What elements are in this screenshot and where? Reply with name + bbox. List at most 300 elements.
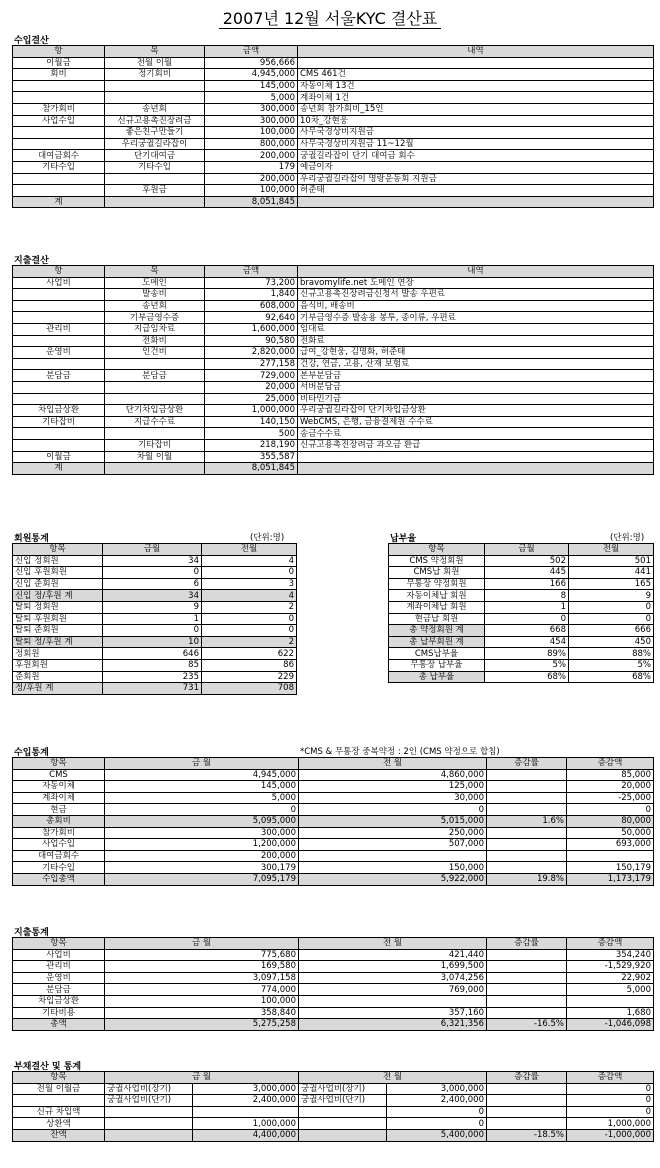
column-header: 금 월 (105, 938, 299, 950)
table-cell (487, 961, 567, 973)
table-cell: 30,000 (299, 792, 487, 804)
table-cell: 0 (567, 1095, 654, 1107)
table-cell (13, 300, 105, 312)
header-row (13, 46, 654, 58)
table-cell: 100,000 (105, 995, 299, 1007)
table-cell (299, 1118, 387, 1130)
total-cell (298, 463, 654, 475)
table-cell: 68% (569, 671, 654, 683)
table-cell: 1 (485, 601, 569, 613)
table-cell (487, 792, 567, 804)
table-row (13, 873, 654, 885)
total-cell: 계 (13, 463, 105, 475)
table-row (13, 173, 654, 185)
table-cell: 수입총액 (13, 873, 105, 885)
table-cell: 1,840 (205, 289, 298, 301)
table-cell: 탈퇴 준회원 (13, 625, 103, 637)
table-cell: 신규고용촉진장려금신청서 발송 우편료 (298, 289, 654, 301)
table-cell: 0 (387, 1106, 487, 1118)
income-stats-table (12, 757, 654, 886)
table-cell: 1,173,179 (567, 873, 654, 885)
table-cell (105, 1129, 193, 1141)
income-stats-note: *CMS & 무통장 중복약정 : 2인 (CMS 약정으로 합침) (300, 747, 500, 757)
table-cell: 계좌이체납 회원 (389, 601, 485, 613)
table-row (13, 567, 297, 579)
table-row (13, 1083, 654, 1095)
table-row (389, 613, 654, 625)
table-cell: 0 (567, 804, 654, 816)
table-row (13, 370, 654, 382)
table-cell: 250,000 (299, 827, 487, 839)
table-cell: 68% (485, 671, 569, 683)
table-cell: 501 (569, 555, 654, 567)
page-title: 2007년 12월 서울KYC 결산표 (0, 6, 660, 29)
table-cell: 기부금영수증 (105, 312, 205, 324)
table-row (13, 57, 654, 69)
total-cell (105, 196, 205, 208)
table-row (13, 416, 654, 428)
table-cell: 0 (202, 567, 297, 579)
table-cell: 20,000 (567, 781, 654, 793)
table-cell: 신규고용촉진장려금 과오금 환급 (298, 439, 654, 451)
table-cell: 계좌이체 1건 (298, 92, 654, 104)
table-cell (299, 1129, 387, 1141)
table-row (13, 995, 654, 1007)
table-row (389, 625, 654, 637)
table-row (13, 358, 654, 370)
table-cell: 현금 (13, 804, 105, 816)
table-row (13, 115, 654, 127)
table-row (13, 601, 297, 613)
table-cell: 5% (485, 659, 569, 671)
table-cell: 신규 차입액 (13, 1106, 105, 1118)
table-cell (13, 428, 105, 440)
table-row (13, 1095, 654, 1107)
table-cell: 전화료 (298, 335, 654, 347)
total-cell: 8,051,845 (205, 196, 298, 208)
table-cell: 차입금상환 (13, 405, 105, 417)
table-cell: 7,095,179 (105, 873, 299, 885)
table-cell: 신입 준회원 (13, 578, 103, 590)
table-cell: CMS (13, 769, 105, 781)
column-header: 증감액 (567, 1072, 654, 1084)
table-cell: 신입 정/후원 계 (13, 590, 103, 602)
table-cell: 0 (103, 567, 202, 579)
table-cell (487, 827, 567, 839)
column-header: 전 월 (299, 938, 487, 950)
table-row (13, 161, 654, 173)
members-table (12, 543, 297, 695)
table-cell: 우리궁궐길라잡이 단기차입금상환 (298, 405, 654, 417)
table-cell (13, 358, 105, 370)
table-row (13, 555, 297, 567)
table-cell: 분담금 (13, 370, 105, 382)
table-row (13, 393, 654, 405)
column-header: 증감률 (487, 1072, 567, 1084)
table-cell: 5% (569, 659, 654, 671)
table-cell: 정회원 (13, 648, 103, 660)
table-cell (13, 335, 105, 347)
table-cell: 사무국경상비지원금 (298, 127, 654, 139)
table-cell: CMS 약정회원 (389, 555, 485, 567)
table-cell: 전월 이월 (105, 57, 205, 69)
column-header: 증감률 (487, 938, 567, 950)
table-cell: 0 (569, 613, 654, 625)
column-header: 항목 (13, 938, 105, 950)
column-header: 금액 (205, 46, 298, 58)
table-cell: 좋은친구만들기 (105, 127, 205, 139)
table-cell: 궁궐사업비(단기) (299, 1095, 387, 1107)
table-cell: 총액 (13, 1019, 105, 1031)
table-cell: 분담금 (105, 370, 205, 382)
table-cell: 우리궁궐길라잡이 명랑운동회 지원금 (298, 173, 654, 185)
table-cell: 5,000 (205, 92, 298, 104)
table-row (13, 103, 654, 115)
table-row (13, 683, 297, 695)
table-cell (13, 138, 105, 150)
table-cell: CMS납 회원 (389, 567, 485, 579)
table-cell: 1,200,000 (105, 839, 299, 851)
table-cell: 80,000 (567, 815, 654, 827)
table-cell: -25,000 (567, 792, 654, 804)
table-cell: 기타잡비 (13, 416, 105, 428)
total-cell (298, 196, 654, 208)
table-cell: 무통장 약정회원 (389, 578, 485, 590)
table-cell: 85 (103, 659, 202, 671)
table-cell: 125,000 (299, 781, 487, 793)
table-cell: 3,097,158 (105, 972, 299, 984)
table-cell: 총 납부회원 계 (389, 636, 485, 648)
table-cell (13, 393, 105, 405)
table-row (389, 601, 654, 613)
table-cell: 4,400,000 (193, 1129, 299, 1141)
table-cell (487, 995, 567, 1007)
table-cell: 92,640 (205, 312, 298, 324)
table-cell: 단기대여금 (105, 150, 205, 162)
table-cell: 1,000,000 (193, 1118, 299, 1130)
table-cell: 300,000 (205, 103, 298, 115)
table-cell (487, 839, 567, 851)
table-row (13, 185, 654, 197)
table-cell (487, 862, 567, 874)
table-cell: 기타수입 (105, 161, 205, 173)
table-cell: 송년회 참가회비_15인 (298, 103, 654, 115)
table-cell: 3,074,256 (299, 972, 487, 984)
table-cell: -1,000,000 (567, 1129, 654, 1141)
table-row (13, 381, 654, 393)
column-header: 전 월 (299, 1072, 487, 1084)
table-cell: 자동이체 13건 (298, 80, 654, 92)
table-cell (487, 1118, 567, 1130)
table-cell: 자동이체 (13, 781, 105, 793)
debt-table (12, 1071, 654, 1142)
column-header: 목 (105, 266, 205, 278)
header-row (13, 544, 297, 556)
table-cell: 354,240 (567, 949, 654, 961)
table-cell: 731 (103, 683, 202, 695)
table-cell: 277,158 (205, 358, 298, 370)
table-cell: 신입 후원회원 (13, 567, 103, 579)
table-row (13, 335, 654, 347)
table-row (13, 792, 654, 804)
table-cell: 준회원 (13, 671, 103, 683)
table-cell: 4,860,000 (299, 769, 487, 781)
table-cell: 200,000 (205, 150, 298, 162)
table-cell: 0 (387, 1118, 487, 1130)
column-header: 금월 (485, 544, 569, 556)
table-cell: 150,179 (567, 862, 654, 874)
table-row (13, 127, 654, 139)
table-cell (105, 173, 205, 185)
table-cell: 1.6% (487, 815, 567, 827)
table-cell: 허준태 (298, 185, 654, 197)
table-cell: 지급수수료 (105, 416, 205, 428)
table-cell: 인건비 (105, 347, 205, 359)
table-cell: 본부분담금 (298, 370, 654, 382)
table-row (13, 92, 654, 104)
table-row (13, 347, 654, 359)
table-cell: 4 (202, 555, 297, 567)
table-cell: 9 (569, 590, 654, 602)
table-row (13, 312, 654, 324)
table-cell: 기타수입 (13, 862, 105, 874)
table-row (13, 138, 654, 150)
table-row (389, 671, 654, 683)
table-cell: 774,000 (105, 984, 299, 996)
total-row (13, 196, 654, 208)
table-cell: -1,046,098 (567, 1019, 654, 1031)
table-cell: 9 (103, 601, 202, 613)
table-cell (105, 381, 205, 393)
table-cell: 운영비 (13, 972, 105, 984)
table-cell (487, 1106, 567, 1118)
table-cell (13, 92, 105, 104)
table-cell: 5,000 (567, 984, 654, 996)
table-row (389, 567, 654, 579)
column-header: 금액 (205, 266, 298, 278)
column-header: 금 월 (105, 758, 299, 770)
expense-stats-table (12, 937, 654, 1031)
expense-table (12, 265, 654, 475)
table-row (13, 1019, 654, 1031)
members-heading: 회원통계 (14, 534, 49, 544)
table-cell: 참가회비 (13, 103, 105, 115)
table-cell: 총 약정회원 계 (389, 625, 485, 637)
table-cell: 기타수입 (13, 161, 105, 173)
table-cell: 1,000,000 (205, 405, 298, 417)
table-cell: 2,400,000 (387, 1095, 487, 1107)
table-cell: 140,150 (205, 416, 298, 428)
table-cell: 19.8% (487, 873, 567, 885)
table-cell: 454 (485, 636, 569, 648)
table-cell: 165 (569, 578, 654, 590)
table-row (13, 671, 297, 683)
table-cell: 5,000 (105, 792, 299, 804)
table-row (13, 636, 297, 648)
table-cell: 88% (569, 648, 654, 660)
table-cell: 1,699,500 (299, 961, 487, 973)
table-cell: 3 (202, 578, 297, 590)
table-row (13, 850, 654, 862)
table-cell: 200,000 (205, 173, 298, 185)
table-cell: 169,580 (105, 961, 299, 973)
table-cell (298, 57, 654, 69)
table-cell: 20,000 (205, 381, 298, 393)
table-cell: 0 (202, 625, 297, 637)
table-cell (299, 1106, 387, 1118)
table-cell (487, 1007, 567, 1019)
table-cell: 기타비용 (13, 1007, 105, 1019)
table-cell: 운영비 (13, 347, 105, 359)
table-cell: -1,529,920 (567, 961, 654, 973)
table-cell: 서버분담금 (298, 381, 654, 393)
table-cell: 6,321,356 (299, 1019, 487, 1031)
table-cell: 상환액 (13, 1118, 105, 1130)
table-row (13, 578, 297, 590)
table-row (13, 1129, 654, 1141)
total-cell: 계 (13, 196, 105, 208)
table-cell: 기타잡비 (105, 439, 205, 451)
table-cell: 3,000,000 (387, 1083, 487, 1095)
table-cell: 34 (103, 590, 202, 602)
table-cell (567, 995, 654, 1007)
table-cell: 사무국경상비지원금 11~12월 (298, 138, 654, 150)
table-cell: 507,000 (299, 839, 487, 851)
table-cell (299, 850, 487, 862)
table-cell: 25,000 (205, 393, 298, 405)
table-cell: 0 (299, 804, 487, 816)
table-cell: 관리비 (13, 323, 105, 335)
table-row (13, 648, 297, 660)
column-header: 금 월 (105, 1072, 299, 1084)
table-row (13, 613, 297, 625)
table-row (389, 578, 654, 590)
table-cell: 646 (103, 648, 202, 660)
table-row (13, 80, 654, 92)
table-row (13, 961, 654, 973)
table-cell: 5,275,258 (105, 1019, 299, 1031)
table-cell: 4,945,000 (105, 769, 299, 781)
table-row (389, 648, 654, 660)
table-cell (13, 173, 105, 185)
table-cell: 666 (569, 625, 654, 637)
table-cell: 계좌이체 (13, 792, 105, 804)
table-cell: 235 (103, 671, 202, 683)
table-cell: 200,000 (105, 850, 299, 862)
table-cell: 총회비 (13, 815, 105, 827)
table-cell: 회비 (13, 69, 105, 81)
table-cell: 50,000 (567, 827, 654, 839)
table-row (13, 972, 654, 984)
table-cell: 차월 이월 (105, 451, 205, 463)
table-cell: 탈퇴 정회원 (13, 601, 103, 613)
table-cell: 100,000 (205, 185, 298, 197)
table-cell: 8 (485, 590, 569, 602)
table-cell (487, 984, 567, 996)
table-cell: 대여금회수 (13, 850, 105, 862)
table-cell: 우리궁궐길라잡이 (105, 138, 205, 150)
table-cell: 0 (569, 601, 654, 613)
table-row (13, 69, 654, 81)
table-row (13, 289, 654, 301)
table-row (13, 984, 654, 996)
table-cell: 34 (103, 555, 202, 567)
table-cell: 음식비, 배송비 (298, 300, 654, 312)
table-cell (105, 92, 205, 104)
column-header: 항목 (13, 1072, 105, 1084)
total-row (13, 463, 654, 475)
table-cell: 5,015,000 (299, 815, 487, 827)
table-row (13, 439, 654, 451)
table-row (13, 405, 654, 417)
table-cell: CMS납부율 (389, 648, 485, 660)
table-cell: 2,400,000 (193, 1095, 299, 1107)
table-cell: 500 (205, 428, 298, 440)
column-header: 항목 (389, 544, 485, 556)
table-cell (13, 1095, 105, 1107)
table-cell (13, 127, 105, 139)
table-cell: 150,000 (299, 862, 487, 874)
table-cell: 85,000 (567, 769, 654, 781)
table-cell: 기부금영수증 발송용 봉투, 종이류, 우편료 (298, 312, 654, 324)
table-cell: 4 (202, 590, 297, 602)
table-row (13, 1106, 654, 1118)
table-cell: CMS 461건 (298, 69, 654, 81)
income-stats-heading: 수입통계 (14, 748, 49, 758)
table-cell: 도메인 (105, 277, 205, 289)
table-cell: 이월금 (13, 451, 105, 463)
table-cell (13, 185, 105, 197)
table-cell: 6 (103, 578, 202, 590)
table-cell: WebCMS, 은행, 금융결제원 수수료 (298, 416, 654, 428)
table-cell: 이월금 (13, 57, 105, 69)
table-row (389, 555, 654, 567)
table-row (13, 769, 654, 781)
table-row (13, 781, 654, 793)
column-header: 증감액 (567, 938, 654, 950)
table-cell: 발송비 (105, 289, 205, 301)
table-cell: 송년회 (105, 103, 205, 115)
table-cell: 5,922,000 (299, 873, 487, 885)
table-cell (487, 949, 567, 961)
table-cell: 0 (567, 1083, 654, 1095)
header-row (13, 938, 654, 950)
table-row (13, 949, 654, 961)
table-row (13, 839, 654, 851)
table-cell: 86 (202, 659, 297, 671)
table-cell (487, 804, 567, 816)
table-cell: 10차_강현웅 (298, 115, 654, 127)
column-header: 목 (105, 46, 205, 58)
table-row (13, 862, 654, 874)
total-cell (105, 463, 205, 475)
table-cell (105, 1106, 193, 1118)
table-cell: 2 (202, 601, 297, 613)
table-cell: 자동이체납 회원 (389, 590, 485, 602)
table-row (13, 451, 654, 463)
table-cell: 100,000 (205, 127, 298, 139)
table-cell: 단기차입금상환 (105, 405, 205, 417)
table-row (13, 815, 654, 827)
table-cell: 1,000,000 (567, 1118, 654, 1130)
table-cell: 송년회 (105, 300, 205, 312)
column-header: 전 월 (299, 758, 487, 770)
table-cell: 2 (202, 636, 297, 648)
table-cell (487, 781, 567, 793)
total-cell: 8,051,845 (205, 463, 298, 475)
table-cell: 비타민기금 (298, 393, 654, 405)
table-cell: 218,190 (205, 439, 298, 451)
